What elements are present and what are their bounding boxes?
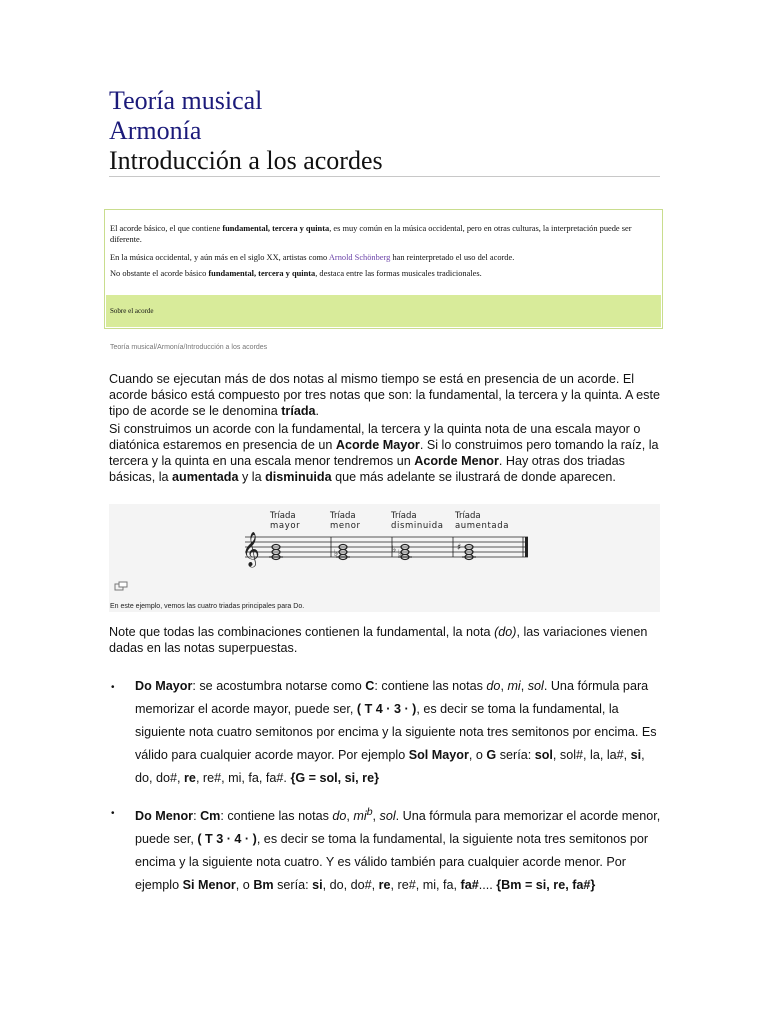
info-text: No obstante el acorde básico [110, 269, 209, 278]
note-mi-flat [353, 806, 373, 824]
info-text: En la música occidental, y aún más en el siglo XX, artistas como [110, 253, 329, 262]
music-figure [109, 504, 660, 612]
paragraph-text: . Si lo construimos pero tomando la raíz, la tercera y la quinta en una escala menor tendremos un [109, 438, 659, 468]
list-text: , es decir se toma la fundamental, la siguiente nota tres semitonos por encima y la siguiente nota cuatro. Y es válido también para cualquier acorde menor. Por ejemplo [135, 832, 649, 893]
treble-clef-icon: 𝄞 [242, 532, 260, 567]
list-text: : [193, 809, 201, 824]
paragraph-text: que más adelante se ilustrará de donde aparecen. [331, 470, 616, 484]
page-title-armonia: Armonía [109, 116, 202, 145]
list-item-do-mayor [135, 675, 665, 790]
list-text: , sol#, la, la#, [552, 748, 631, 762]
title-divider [109, 176, 660, 177]
note-re-bold: re [378, 878, 391, 893]
term-si-menor: Si Menor [182, 878, 236, 893]
paragraph-triads [109, 421, 664, 485]
note-sol: sol [527, 679, 544, 693]
term-cm: Cm [200, 809, 221, 824]
svg-text:♭: ♭ [392, 545, 397, 555]
info-paragraph-2 [110, 252, 655, 263]
list-text: .... [478, 878, 497, 893]
list-text: , re#, mi, fa, fa#. [195, 771, 291, 785]
info-bold-text: fundamental, tercera y quinta [222, 224, 330, 233]
triad-label-2-top: Tríada [330, 511, 356, 521]
arnold-schonberg-link[interactable]: Arnold Schönberg [328, 253, 391, 262]
bold-term-disminuida: disminuida [265, 470, 332, 484]
info-text: han reinterpretado el uso del acorde. [390, 253, 515, 262]
svg-text:♯: ♯ [457, 543, 462, 553]
term-do-mayor: Do Mayor [135, 679, 193, 693]
chord-g-summary: {G = sol, si, re} [290, 771, 379, 785]
note-si-bold: si [630, 748, 642, 762]
note-fa-sharp-bold: fa# [460, 878, 479, 893]
svg-text:♭: ♭ [334, 549, 339, 559]
paragraph-text: Si construimos un acorde con la fundamental, la tercera y la quinta nota de una escala mayor o diatónica estaremos en presencia de un [109, 422, 641, 452]
triad-label-4-bottom: aumentada [455, 521, 510, 531]
triad-label-4-top: Tríada [455, 511, 481, 521]
note-do: do [332, 809, 347, 824]
paragraph-text: Note que todas las combinaciones contienen la fundamental, la nota [109, 625, 495, 639]
formula-minor: ( T 3 · 4 · ) [197, 832, 257, 847]
figure-caption: En este ejemplo, vemos las cuatro triadas principales para Do. [110, 603, 305, 610]
page-title-introduccion: Introducción a los acordes [109, 146, 383, 175]
note-sol-bold: sol [534, 748, 553, 762]
term-sol-mayor: Sol Mayor [408, 748, 469, 762]
formula-major: ( T 4 · 3 · ) [356, 702, 417, 716]
music-staff-illustration [109, 504, 660, 612]
flat-sup: b [366, 806, 373, 818]
note-si-bold: si [312, 878, 323, 893]
list-text: . Una fórmula para memorizar el acorde mayor, puede ser, [135, 679, 649, 716]
italic-note-do: (do) [494, 625, 517, 639]
note-do: do [486, 679, 501, 693]
bold-term-acorde-menor: Acorde Menor [414, 454, 499, 468]
bullet-mark: • [111, 808, 115, 819]
list-text: , o [468, 748, 487, 762]
bullet-mark: • [111, 682, 115, 693]
term-bm: Bm [253, 878, 274, 893]
list-text: : contiene las notas [220, 809, 333, 824]
paragraph-text: y la [238, 470, 266, 484]
bold-term-triada: tríada [281, 404, 316, 418]
triad-label-1-bottom: mayor [270, 521, 301, 531]
list-text: , re#, mi, fa, [390, 878, 461, 893]
term-do-menor: Do Menor [135, 809, 194, 824]
paragraph-text: , las variaciones vienen dadas en las notas superpuestas. [109, 625, 648, 655]
paragraph-combinations [109, 624, 664, 656]
paragraph-text: . Hay otras dos triadas básicas, la [109, 454, 625, 484]
bold-term-acorde-mayor: Acorde Mayor [335, 438, 420, 452]
info-text: El acorde básico, el que contiene [110, 224, 223, 233]
chord-bm-summary: {Bm = si, re, fa#} [496, 878, 596, 893]
list-text: , [520, 679, 528, 693]
list-text: . Una fórmula para memorizar el acorde menor, puede ser, [135, 809, 661, 847]
triad-label-1-top: Tríada [270, 511, 296, 521]
page-title-teoria-musical: Teoría musical [109, 86, 263, 115]
info-bold-text: fundamental, tercera y quinta [208, 269, 316, 278]
list-text: : contiene las notas [374, 679, 487, 693]
list-text: , do, do#, [135, 748, 645, 785]
term-c: C [365, 679, 375, 693]
list-item-do-menor [135, 801, 665, 897]
info-box-footer [106, 295, 661, 327]
list-text: , [372, 809, 380, 824]
note-re-bold: re [184, 771, 196, 785]
list-text: : se acostumbra notarse como [192, 679, 366, 693]
paragraph-text: Cuando se ejecutan más de dos notas al mismo tiempo se está en presencia de un acorde. El acorde básico está compuesto por tres notas que son: la fundamental, la tercera y la quinta. A este tipo de acorde se le denomina [109, 372, 660, 418]
info-text: , es muy común en la música occidental, pero en otras culturas, la interpretación puede ser diferente. [110, 224, 632, 244]
info-paragraph-1 [110, 223, 655, 245]
list-text: , do, do#, [322, 878, 379, 893]
list-text: , es decir se toma la fundamental, la siguiente nota cuatro semitonos por encima y la siguiente nota tres semitonos por encima. Es válido para cualquier acorde mayor. Por ejemplo [135, 702, 657, 762]
svg-text:♭: ♭ [398, 549, 403, 559]
paragraph-text: . [315, 404, 320, 418]
triad-label-2-bottom: menor [330, 521, 361, 531]
info-text: , destaca entre las formas musicales tradicionales. [315, 269, 482, 278]
list-text: sería: [496, 748, 535, 762]
info-paragraph-3 [110, 268, 655, 279]
info-box-footer-label[interactable]: Sobre el acorde [110, 307, 154, 315]
triad-label-3-top: Tríada [391, 511, 417, 521]
bold-term-aumentada: aumentada [172, 470, 239, 484]
note-mi: mi [507, 679, 521, 693]
triad-label-3-bottom: disminuida [391, 521, 444, 531]
list-text: , [500, 679, 508, 693]
enlarge-icon[interactable] [114, 581, 128, 591]
list-text: , o [235, 878, 254, 893]
note-sol: sol [379, 809, 396, 824]
paragraph-intro [109, 371, 664, 419]
list-text: sería: [273, 878, 313, 893]
list-text: , [346, 809, 354, 824]
breadcrumb[interactable]: Teoría musical/Armonía/Introducción a los acordes [110, 344, 268, 351]
note-mi: mi [353, 809, 367, 824]
term-g: G [486, 748, 497, 762]
info-box [104, 209, 663, 329]
